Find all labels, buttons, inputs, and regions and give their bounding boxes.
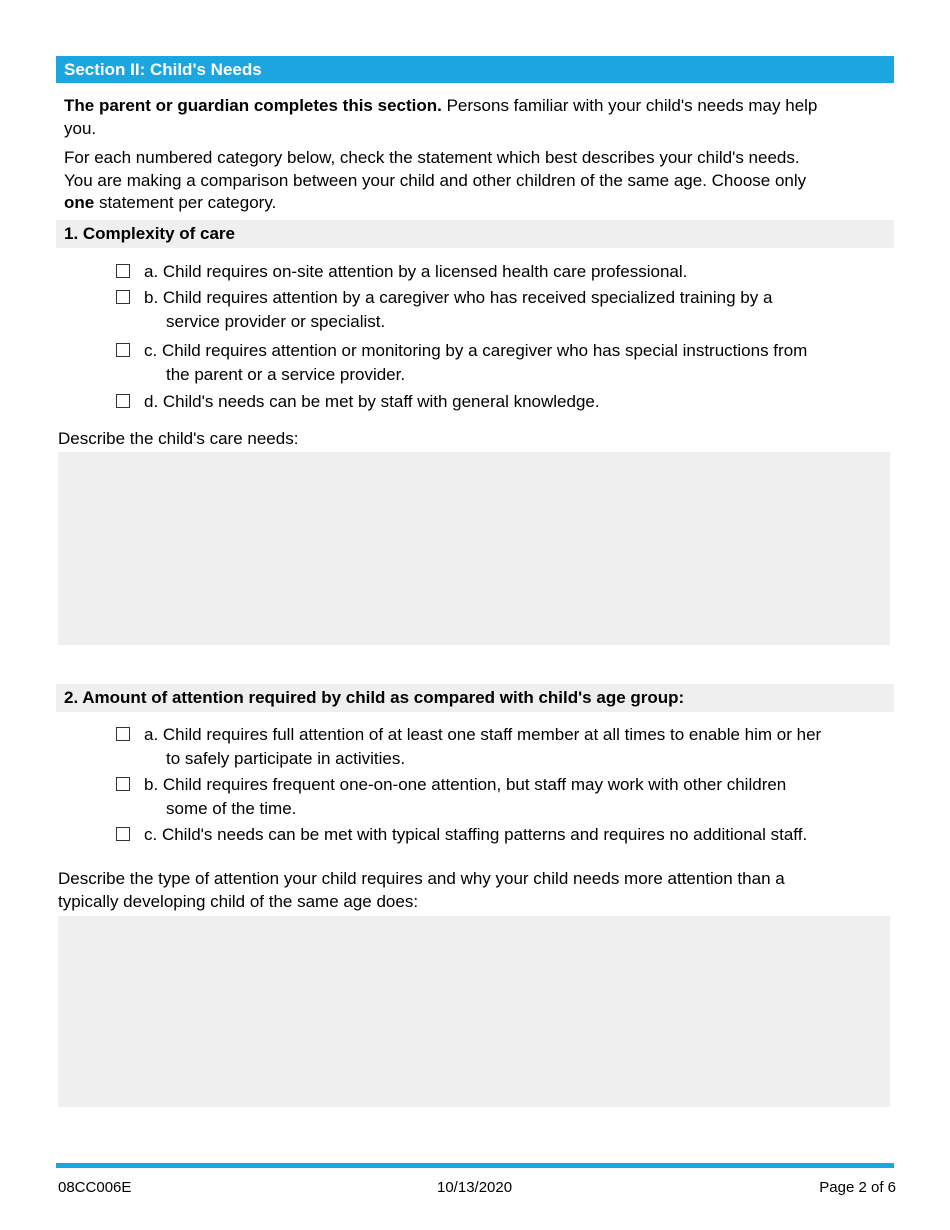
page-number: Page 2 of 6 <box>819 1179 896 1196</box>
footer-date: 10/13/2020 <box>437 1179 513 1196</box>
option-text: b. Child requires frequent one-on-one attention, but staff may work with other children <box>144 775 787 794</box>
category-2-header: 2. Amount of attention required by child as compared with child's age group: <box>56 684 894 712</box>
option-text: b. Child requires attention by a caregiver who has received specialized training by a <box>144 288 773 307</box>
section-header: Section II: Child's Needs <box>56 56 894 83</box>
option-text: c. Child's needs can be met with typical staffing patterns and requires no additional staff. <box>144 825 808 844</box>
option-checkbox[interactable] <box>116 727 130 741</box>
intro-paragraph <box>64 95 894 140</box>
instructions-paragraph <box>64 147 894 215</box>
care-needs-field[interactable] <box>58 452 890 645</box>
option-text: d. Child's needs can be met by staff with general knowledge. <box>144 392 600 411</box>
option-text-continued: service provider or specialist. <box>166 312 386 331</box>
option-checkbox[interactable] <box>116 264 130 278</box>
intro-rest-2: you. <box>64 118 97 138</box>
option-text: a. Child requires on-site attention by a licensed health care professional. <box>144 262 688 281</box>
option-checkbox[interactable] <box>116 777 130 791</box>
option-checkbox[interactable] <box>116 394 130 408</box>
option-checkbox[interactable] <box>116 343 130 357</box>
instructions-line2: You are making a comparison between your child and other children of the same age. Choose only <box>64 170 807 190</box>
option-text-continued: some of the time. <box>166 799 297 818</box>
instructions-line1: For each numbered category below, check the statement which best describes your child's needs. <box>64 148 800 167</box>
option-text-continued: to safely participate in activities. <box>166 749 406 768</box>
instructions-line3: statement per category. <box>94 193 277 212</box>
attention-label-line2: typically developing child of the same age does: <box>58 891 419 911</box>
intro-bold: The parent or guardian completes this section. <box>64 96 442 115</box>
category-1-header: 1. Complexity of care <box>56 220 894 248</box>
option-checkbox[interactable] <box>116 290 130 304</box>
care-needs-label: Describe the child's care needs: <box>58 429 299 448</box>
form-number: 08CC006E <box>58 1179 132 1196</box>
option-text: a. Child requires full attention of at least one staff member at all times to enable him or her <box>144 725 822 744</box>
instructions-bold-word: one <box>64 193 95 212</box>
attention-field[interactable] <box>58 916 890 1107</box>
attention-label-line1: Describe the type of attention your child requires and why your child needs more attention than a <box>58 869 785 888</box>
option-text: c. Child requires attention or monitoring by a caregiver who has special instructions from <box>144 341 808 360</box>
intro-rest: Persons familiar with your child's needs may help <box>441 96 818 115</box>
attention-label <box>58 868 894 913</box>
option-checkbox[interactable] <box>116 827 130 841</box>
option-text-continued: the parent or a service provider. <box>166 365 406 384</box>
footer-rule <box>56 1163 894 1168</box>
